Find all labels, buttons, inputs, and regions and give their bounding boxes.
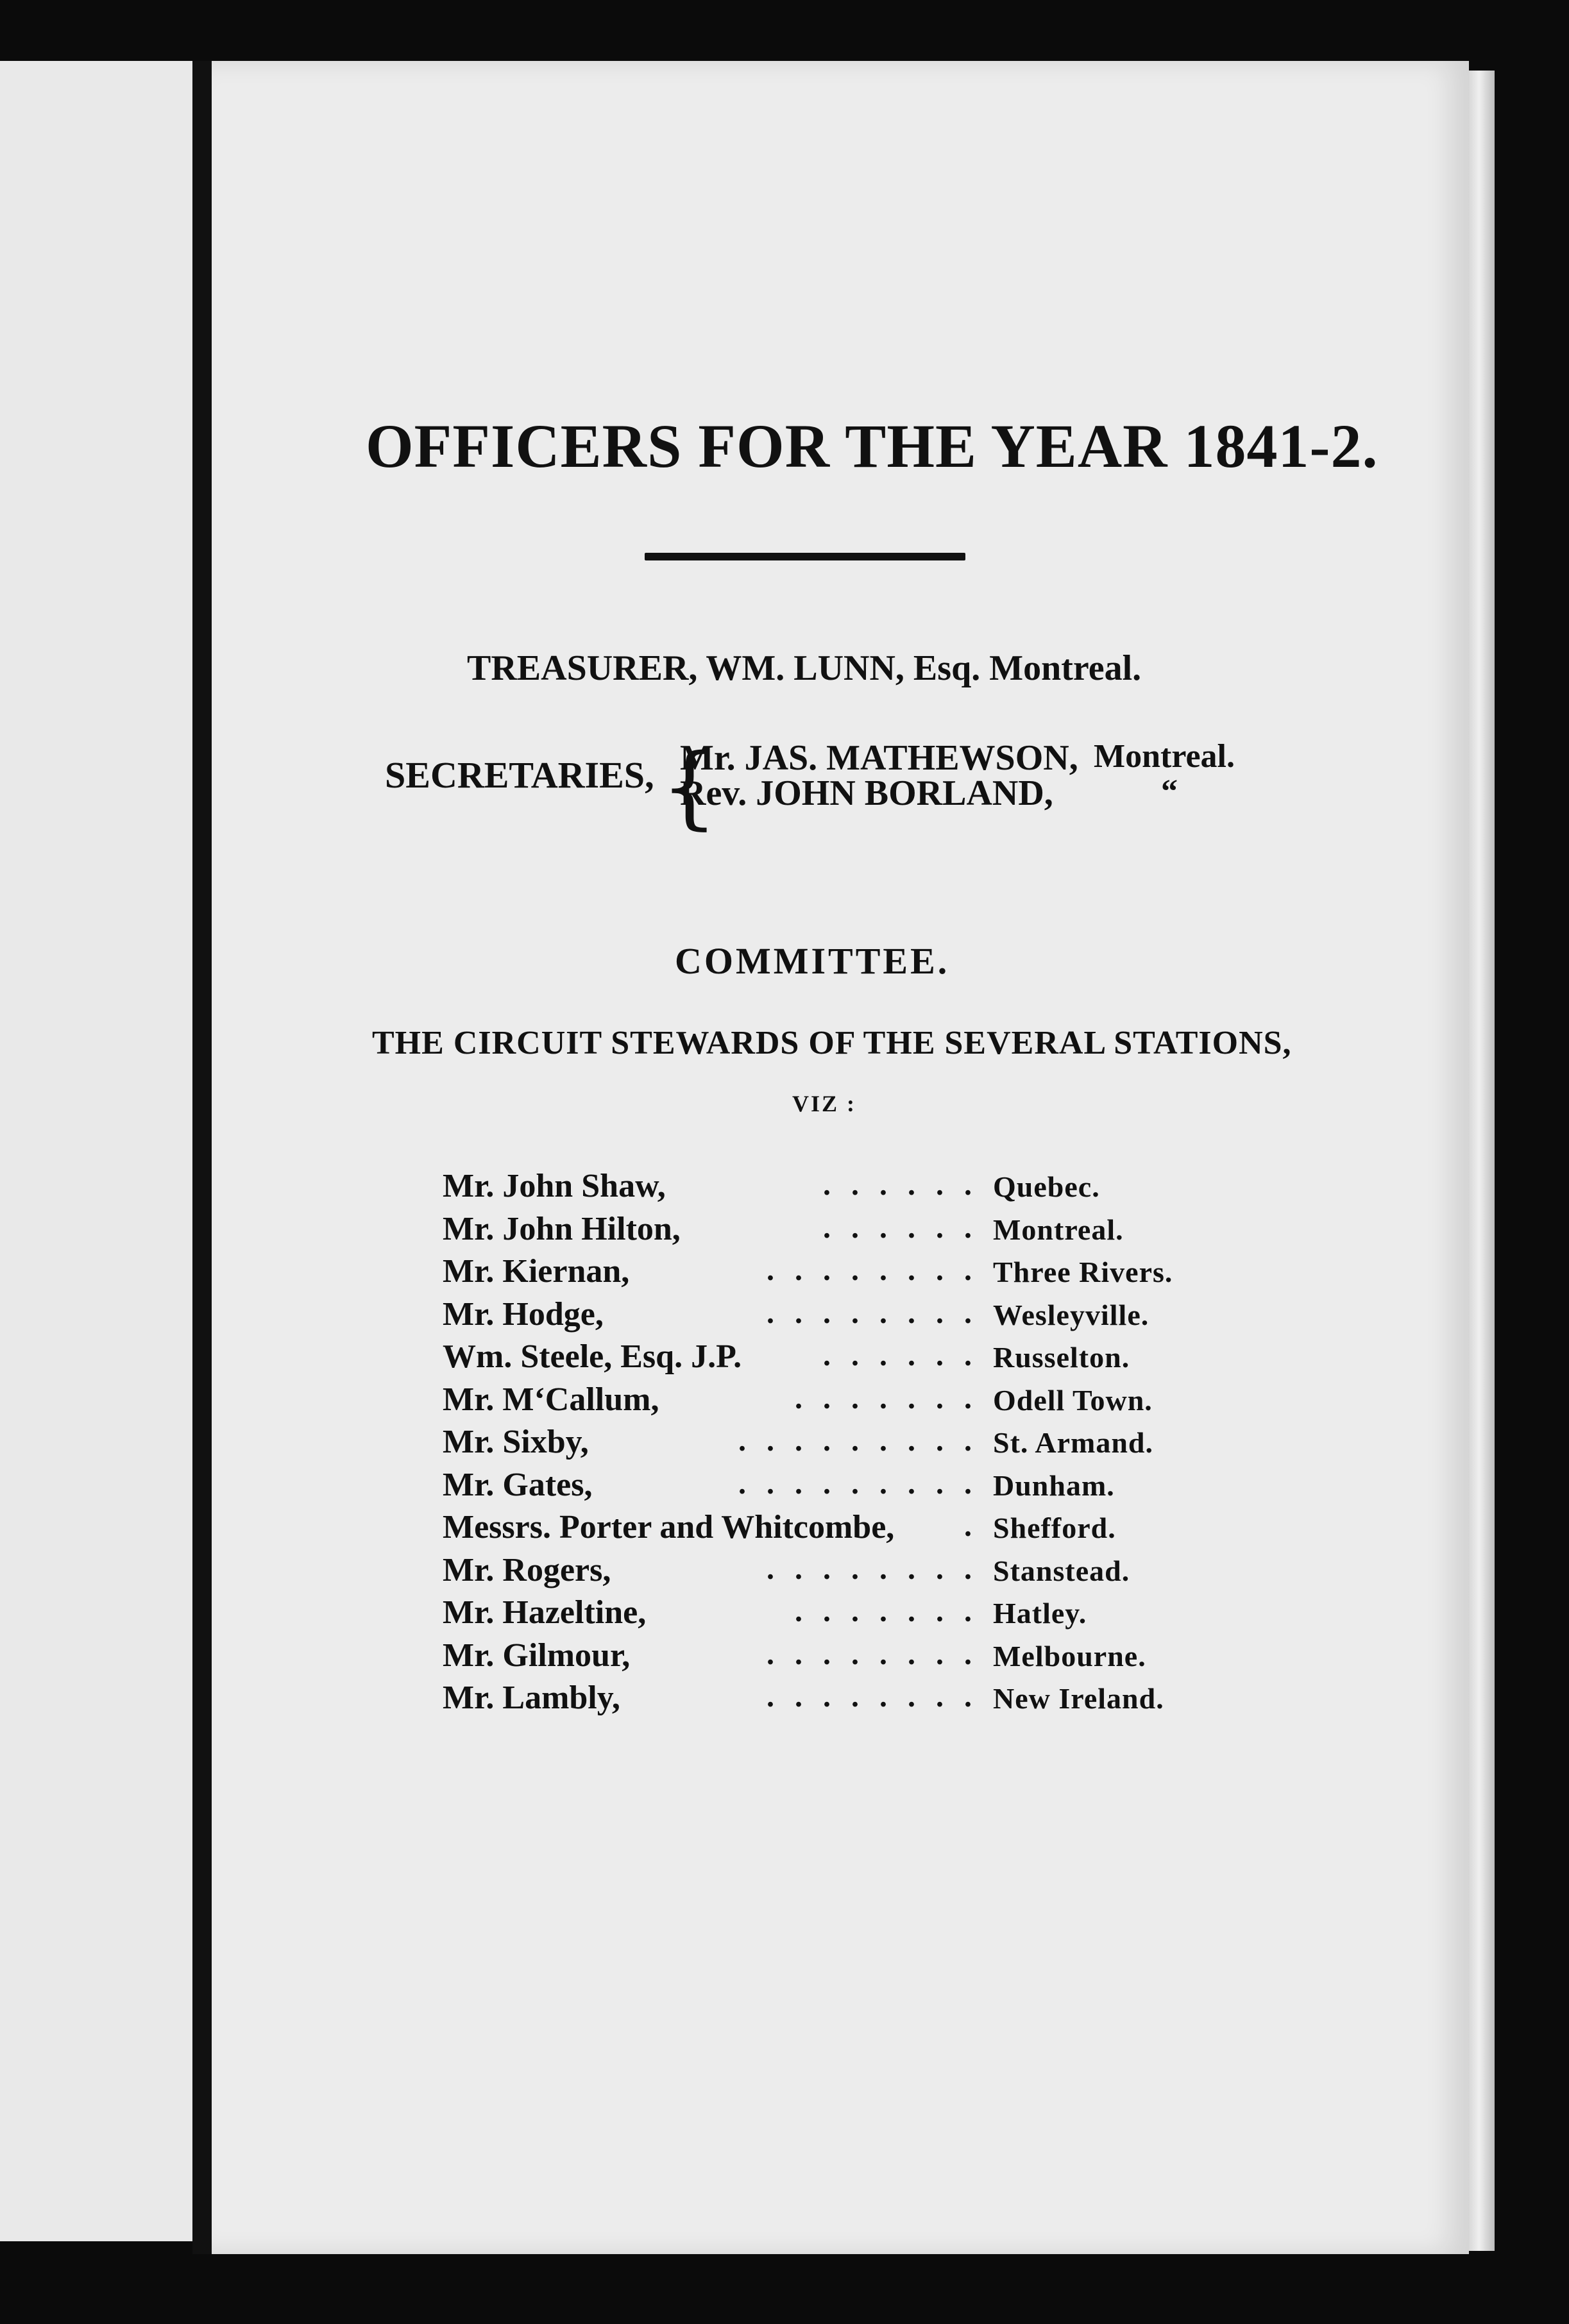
facing-page (0, 61, 192, 2241)
steward-name: Messrs. Porter and Whitcombe, (443, 1509, 895, 1545)
secretary-name: Mr. JAS. MATHEWSON, (680, 738, 1078, 778)
steward-name: Mr. John Shaw, (443, 1168, 666, 1204)
book-gutter (192, 61, 212, 2254)
secretaries-label: SECRETARIES, (385, 754, 654, 796)
steward-station: Quebec. (993, 1170, 1100, 1203)
steward-name: Mr. Lambly, (443, 1680, 620, 1716)
secretary-place: “ (1161, 773, 1178, 810)
page (212, 61, 1469, 2254)
steward-name: Mr. Rogers, (443, 1552, 611, 1588)
steward-name: Mr. Hazeltine, (443, 1594, 647, 1631)
steward-name: Mr. Hodge, (443, 1296, 604, 1333)
leader-dots: . . . . . . . . . (738, 1424, 978, 1458)
steward-name: Mr. John Hilton, (443, 1211, 681, 1247)
steward-station: Shefford. (993, 1511, 1116, 1544)
steward-station: Dunham. (993, 1469, 1115, 1502)
leader-dots: . . . . . . . (795, 1381, 978, 1415)
page-title: OFFICERS FOR THE YEAR 1841-2. (366, 412, 1378, 480)
secretaries-brace: { (661, 735, 718, 839)
steward-station: Stanstead. (993, 1554, 1130, 1587)
leader-dots: . . . . . . (823, 1338, 978, 1372)
steward-name: Wm. Steele, Esq. J.P. (443, 1338, 742, 1375)
title-rule (645, 553, 965, 560)
leader-dots: . . . . . . . . . (738, 1467, 978, 1501)
leader-dots: . . . . . . . . (767, 1637, 978, 1671)
steward-name: Mr. Gates, (443, 1467, 593, 1503)
steward-name: Mr. Sixby, (443, 1424, 589, 1460)
leader-dots: . . . . . . . . (767, 1552, 978, 1586)
steward-station: Melbourne. (993, 1640, 1146, 1672)
treasurer-line: TREASURER, WM. LUNN, Esq. Montreal. (467, 648, 1142, 688)
committee-heading: COMMITTEE. (675, 940, 950, 982)
secretary-place: Montreal. (1094, 738, 1235, 775)
leader-dots: . . . . . . . (795, 1594, 978, 1628)
leader-dots: . . . . . . . . (767, 1253, 978, 1287)
steward-station: Three Rivers. (993, 1256, 1173, 1288)
leader-dots: . . . . . . (823, 1211, 978, 1245)
steward-station: Wesleyville. (993, 1299, 1149, 1331)
steward-station: Montreal. (993, 1213, 1124, 1246)
steward-station: New Ireland. (993, 1682, 1164, 1715)
steward-station: St. Armand. (993, 1426, 1153, 1459)
steward-station: Russelton. (993, 1341, 1130, 1374)
secretary-name: Rev. JOHN BORLAND, (680, 773, 1053, 813)
steward-name: Mr. Gilmour, (443, 1637, 631, 1674)
stewards-heading: THE CIRCUIT STEWARDS OF THE SEVERAL STATIONS, (372, 1025, 1292, 1061)
leader-dots: . . . . . . . . (767, 1680, 978, 1714)
page-edge (1469, 71, 1495, 2251)
steward-name: Mr. Kiernan, (443, 1253, 630, 1290)
viz-label: VIZ : (792, 1091, 857, 1116)
leader-dots: . (964, 1509, 978, 1543)
steward-name: Mr. M‘Callum, (443, 1381, 659, 1418)
leader-dots: . . . . . . (823, 1168, 978, 1202)
steward-station: Hatley. (993, 1597, 1087, 1629)
steward-station: Odell Town. (993, 1384, 1153, 1417)
leader-dots: . . . . . . . . (767, 1296, 978, 1330)
